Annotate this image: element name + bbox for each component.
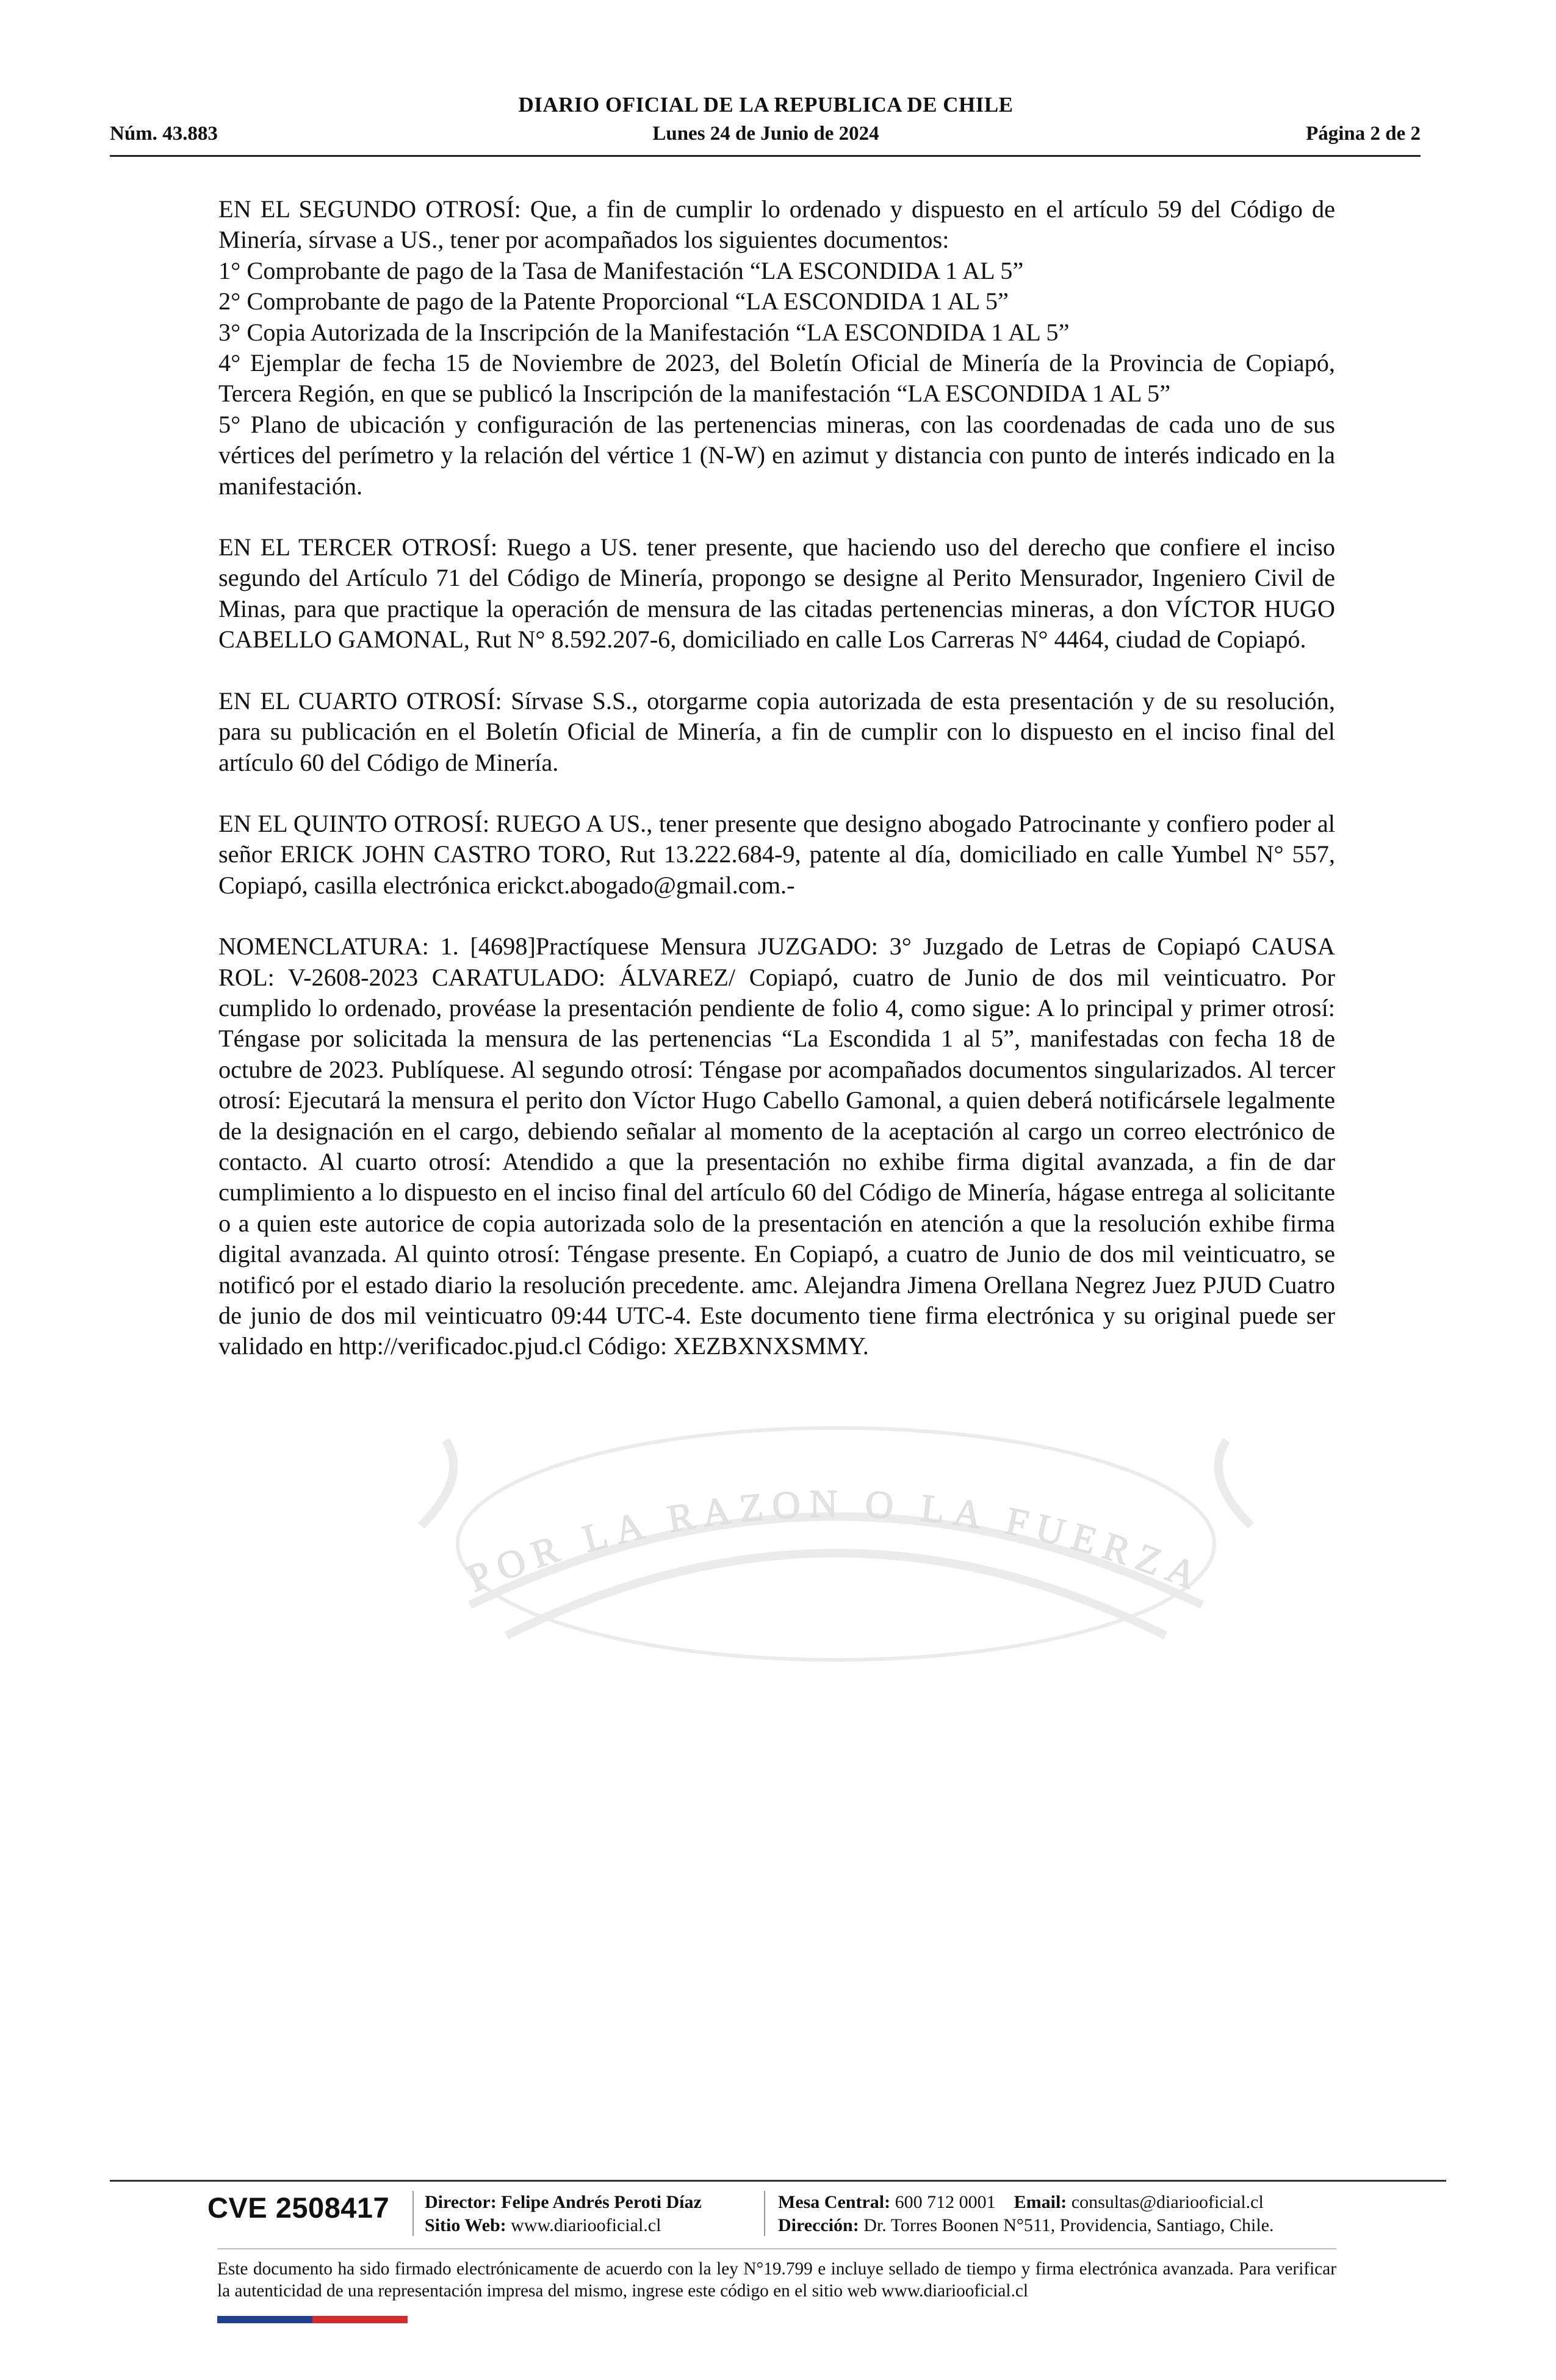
footer-divider xyxy=(110,2180,1446,2182)
document-body xyxy=(218,194,1335,1393)
document-item: 3° Copia Autorizada de la Inscripción de la Manifestación “LA ESCONDIDA 1 AL 5” xyxy=(218,318,1070,346)
page-indicator: Página 2 de 2 xyxy=(1306,123,1421,145)
footer-contacts-right xyxy=(778,2191,1274,2237)
footer-contacts-left xyxy=(425,2191,702,2237)
mesa-label: Mesa Central: xyxy=(778,2192,891,2212)
header-divider xyxy=(110,155,1421,157)
footer-inner-divider xyxy=(217,2248,1336,2249)
paragraph-segundo-otrosi xyxy=(218,194,1335,502)
footer-separator xyxy=(412,2191,414,2236)
coat-of-arms-watermark xyxy=(348,1404,1324,1684)
director-label: Director: xyxy=(425,2192,497,2212)
address-label: Dirección: xyxy=(778,2215,859,2235)
flag-blue-band xyxy=(217,2316,312,2323)
website-label: Sitio Web: xyxy=(425,2215,506,2235)
email-link[interactable]: consultas@diariooficial.cl xyxy=(1071,2192,1264,2212)
document-item: 1° Comprobante de pago de la Tasa de Manifestación “LA ESCONDIDA 1 AL 5” xyxy=(218,256,1024,284)
paragraph-quinto-otrosi: EN EL QUINTO OTROSÍ: RUEGO A US., tener presente que designo abogado Patrocinante y confiero poder al señor ERICK JOHN CASTRO TORO, Rut 13.222.684-9, patente al día, domiciliado en calle Yumbel N° 557, Copiapó, casilla electrónica erickct.abogado@gmail.com.- xyxy=(218,809,1335,899)
signature-note: Este documento ha sido firmado electrónicamente de acuerdo con la ley N°19.799 e incluye sellado de tiempo y firma electrónica avanzada. Para verificar la autenticidad de una representación impresa del mismo, ingrese este código en el sitio web www.diariooficial.cl xyxy=(217,2259,1336,2301)
mesa-phone: 600 712 0001 xyxy=(895,2192,996,2212)
email-label: Email: xyxy=(1014,2192,1067,2212)
watermark-motto: POR LA RAZON O LA FUERZA xyxy=(461,1481,1211,1601)
publication-title: DIARIO OFICIAL DE LA REPUBLICA DE CHILE xyxy=(518,93,1014,117)
document-item: 4° Ejemplar de fecha 15 de Noviembre de 2023, del Boletín Oficial de Minería de la Provincia de Copiapó, Tercera Región, en que se publicó la Inscripción de la manifestación “LA ESCONDIDA 1 AL 5” xyxy=(218,349,1335,408)
flag-stripe xyxy=(217,2316,408,2323)
paragraph-cuarto-otrosi: EN EL CUARTO OTROSÍ: Sírvase S.S., otorgarme copia autorizada de esta presentación y de su resolución, para su publicación en el Boletín Oficial de Minería, a fin de cumplir con lo dispuesto en el inciso final del artículo 60 del Código de Minería. xyxy=(218,687,1335,776)
website-link[interactable]: www.diariooficial.cl xyxy=(511,2215,661,2235)
paragraph-text: EN EL SEGUNDO OTROSÍ: Que, a fin de cumplir lo ordenado y dispuesto en el artículo 59 del Código de Minería, sírvase a US., tener por acompañados los siguientes documentos: xyxy=(218,195,1335,254)
director-name: Felipe Andrés Peroti Díaz xyxy=(501,2192,702,2212)
paragraph-nomenclatura: NOMENCLATURA: 1. [4698]Practíquese Mensura JUZGADO: 3° Juzgado de Letras de Copiapó CAUSA ROL: V-2608-2023 CARATULADO: ÁLVAREZ/ Copiapó, cuatro de Junio de dos mil veinticuatro. Por cumplido lo ordenado, provéase la presentación pendiente de folio 4, como sigue: A lo principal y primer otrosí: Téngase por solicitada la mensura de las pertenencias “La Escondida 1 al 5”, manifestadas con fecha 18 de octubre de 2023. Publíquese. Al segundo otrosí: Téngase por acompañados documentos singularizados. Al tercer otrosí: Ejecutará la mensura el perito don Víctor Hugo Cabello Gamonal, a quien deberá notificársele legalmente de la designación en el cargo, debiendo señalar al momento de la aceptación al cargo un correo electrónico de contacto. Al cuarto otrosí: Atendido a que la presentación no exhibe firma digital avanzada, a fin de dar cumplimiento a lo dispuesto en el inciso final del artículo 60 del Código de Minería, hágase entrega al solicitante o a quien este autorice de copia autorizada solo de la presentación en atención a que la resolución exhibe firma digital avanzada. Al quinto otrosí: Téngase presente. En Copiapó, a cuatro de Junio de dos mil veinticuatro, se notificó por el estado diario la resolución precedente. amc. Alejandra Jimena Orellana Negrez Juez PJUD Cuatro de junio de dos mil veinticuatro 09:44 UTC-4. Este documento tiene firma electrónica y su original puede ser validado en http://verificadoc.pjud.cl Código: XEZBXNXSMMY. xyxy=(218,932,1335,1360)
flag-red-band xyxy=(312,2316,408,2323)
document-item: 2° Comprobante de pago de la Patente Proporcional “LA ESCONDIDA 1 AL 5” xyxy=(218,287,1009,316)
document-item: 5° Plano de ubicación y configuración de las pertenencias mineras, con las coordenadas de cada uno de sus vértices del perímetro y la relación del vértice 1 (N-W) en azimut y distancia con punto de interés indicado en la manifestación. xyxy=(218,410,1335,500)
footer-separator xyxy=(764,2191,765,2236)
issue-number: Núm. 43.883 xyxy=(110,123,218,145)
address-text: Dr. Torres Boonen N°511, Providencia, Santiago, Chile. xyxy=(863,2215,1274,2235)
paragraph-tercer-otrosi: EN EL TERCER OTROSÍ: Ruego a US. tener presente, que haciendo uso del derecho que confiere el inciso segundo del Artículo 71 del Código de Minería, propongo se designe al Perito Mensurador, Ingeniero Civil de Minas, para que practique la operación de mensura de las citadas pertenencias mineras, a don VÍCTOR HUGO CABELLO GAMONAL, Rut N° 8.592.207-6, domiciliado en calle Los Carreras N° 4464, ciudad de Copiapó. xyxy=(218,533,1335,654)
cve-code: CVE 2508417 xyxy=(207,2191,390,2224)
issue-date: Lunes 24 de Junio de 2024 xyxy=(652,123,879,145)
